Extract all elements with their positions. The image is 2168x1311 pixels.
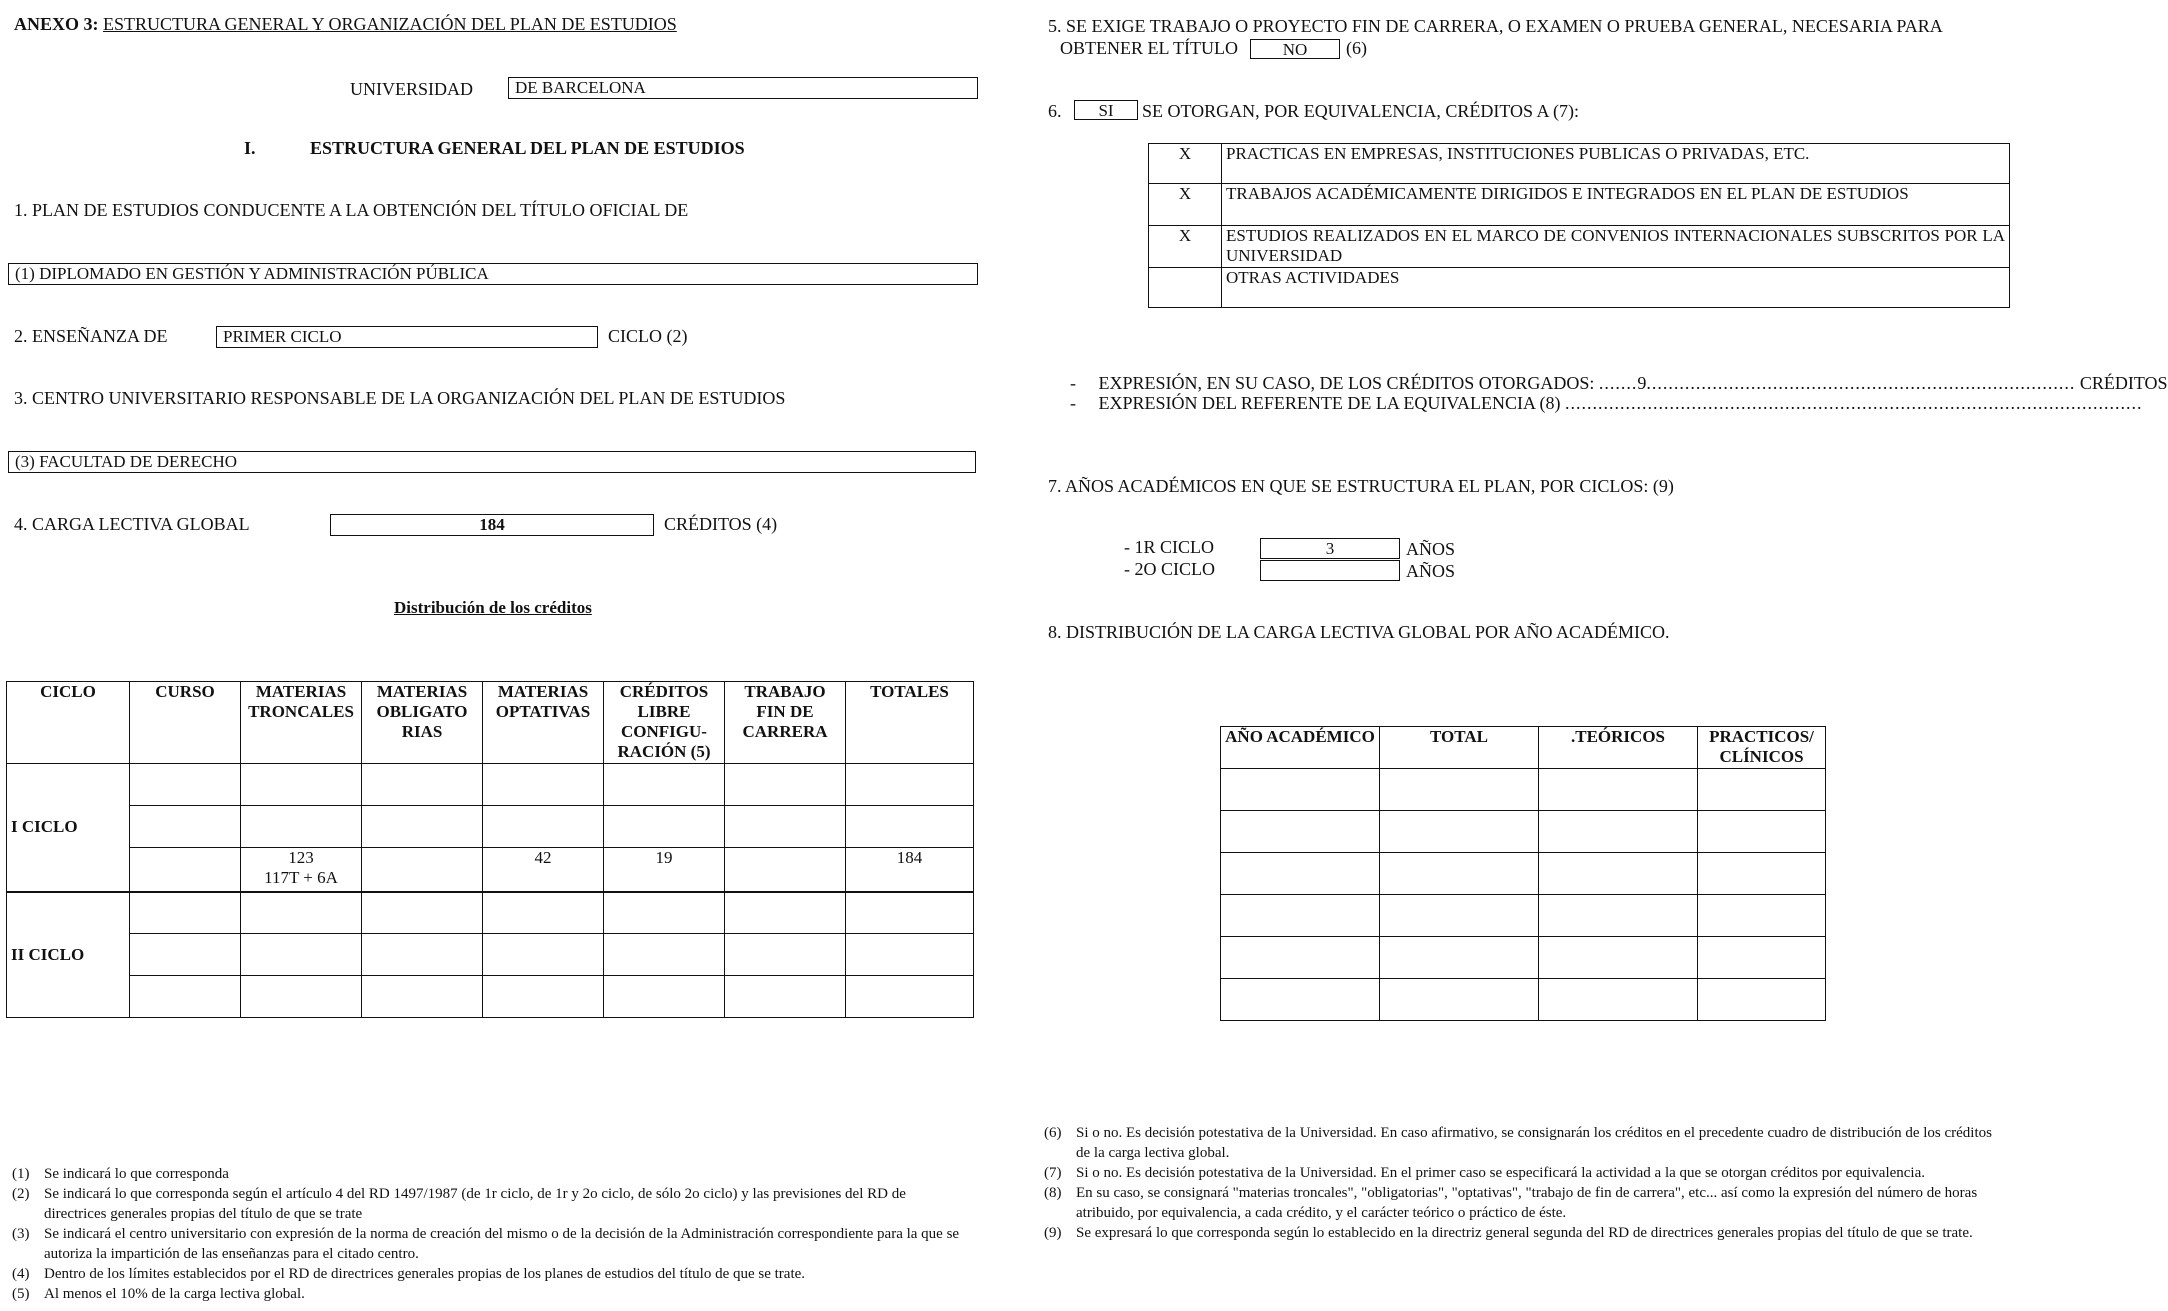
col-trabajo: TRABAJO FIN DE CARRERA [725, 682, 846, 764]
item6-field[interactable]: SI [1074, 100, 1138, 120]
footnote: (5) Al menos el 10% de la carga lectiva global. [12, 1286, 305, 1302]
carga-field[interactable]: 184 [330, 514, 654, 536]
item5-text2: OBTENER EL TÍTULO [1060, 38, 1238, 58]
distribution-title: Distribución de los créditos [394, 598, 592, 617]
expr2-label: EXPRESIÓN DEL REFERENTE DE LA EQUIVALENCIA (8) [1098, 393, 1561, 413]
col-troncales: MATERIAS TRONCALES [241, 682, 362, 764]
ciclo2-years-label: - 2O CICLO [1124, 559, 1215, 579]
table-row [7, 764, 974, 806]
centro-field[interactable]: (3) FACULTAD DE DERECHO [8, 451, 976, 473]
footnote: (9) Se expresará lo que corresponda según lo establecido en la directriz general segunda del RD de directrices generales propias del título de que se trate. [1044, 1225, 1973, 1241]
troncales-detail: 117T + 6A [264, 868, 338, 887]
footnote: (1) Se indicará lo que corresponda [12, 1166, 229, 1182]
table-row [1149, 184, 2010, 226]
ensenanza-field[interactable]: PRIMER CICLO [216, 326, 598, 348]
item3-label: 3. CENTRO UNIVERSITARIO RESPONSABLE DE LA ORGANIZACIÓN DEL PLAN DE ESTUDIOS [14, 388, 786, 408]
item6-num: 6. [1048, 101, 1062, 121]
item1-label: 1. PLAN DE ESTUDIOS CONDUCENTE A LA OBTENCIÓN DEL TÍTULO OFICIAL DE [14, 200, 689, 220]
section-number: I. [244, 138, 256, 158]
footnote: (4) Dentro de los límites establecidos por el RD de directrices generales propias de los planes de estudios del título de que se trate. [12, 1266, 806, 1282]
table-row [1221, 895, 1826, 937]
equivalence-table [1148, 143, 2010, 308]
years-unit-2: AÑOS [1406, 561, 1456, 581]
equiv-text: TRABAJOS ACADÉMICAMENTE DIRIGIDOS E INTEGRADOS EN EL PLAN DE ESTUDIOS [1222, 184, 2010, 226]
anexo-label: ANEXO 3: [14, 14, 99, 34]
troncales-value: 123 [288, 848, 314, 867]
ciclo1-label: I CICLO [7, 764, 130, 892]
footnote: (8) En su caso, se consignará "materias troncales", "obligatorias", "optativas", "trabajo de fin de carrera", etc... así como la expresión del número de horas atribuido, por equivalencia, a cada crédito, y el carácter teórico o práctico de éste. [1044, 1185, 1978, 1221]
expr1-line: - EXPRESIÓN, EN SU CASO, DE LOS CRÉDITOS OTORGADOS: .......9.............................................................................. CRÉDITOS [1070, 373, 2168, 393]
anexo-title: ESTRUCTURA GENERAL Y ORGANIZACIÓN DEL PLAN DE ESTUDIOS [103, 14, 677, 34]
table-row [7, 848, 974, 892]
ciclo1-years-field[interactable]: 3 [1260, 538, 1400, 559]
col-ciclo: CICLO [7, 682, 130, 764]
troncales-cell [241, 848, 362, 892]
table-row [7, 806, 974, 848]
table-row [7, 892, 974, 934]
table-row [1149, 268, 2010, 308]
equiv-text: OTRAS ACTIVIDADES [1222, 268, 2010, 308]
ciclo2-label: II CICLO [7, 892, 130, 1018]
footnote: (6) Si o no. Es decisión potestativa de la Universidad. En caso afirmativo, se consignarán los créditos en el precedente cuadro de distribución de los créditos de la carga lectiva global. [1044, 1125, 1992, 1161]
item4-label: 4. CARGA LECTIVA GLOBAL [14, 514, 250, 534]
item8-text: 8. DISTRIBUCIÓN DE LA CARGA LECTIVA GLOBAL POR AÑO ACADÉMICO. [1048, 622, 1670, 642]
universidad-field[interactable]: DE BARCELONA [508, 77, 978, 99]
year-table [1220, 726, 1826, 1021]
anexo-heading [14, 14, 677, 35]
item6-text: SE OTORGAN, POR EQUIVALENCIA, CRÉDITOS A (7): [1142, 101, 1580, 121]
footnote: (3) Se indicará el centro universitario con expresión de la norma de creación del mismo o de la decisión de la Administración correspondiente para la que se autoriza la impartición de las enseñanzas para el citado centro. [12, 1226, 960, 1262]
table-row [1221, 979, 1826, 1021]
item2-suffix: CICLO (2) [608, 326, 688, 346]
col-practicos: PRACTICOS/ CLÍNICOS [1698, 727, 1826, 769]
optativas-value: 42 [483, 848, 604, 892]
table-row [1149, 144, 2010, 184]
equiv-mark[interactable] [1149, 268, 1222, 308]
item4-suffix: CRÉDITOS (4) [664, 514, 778, 534]
section-title: ESTRUCTURA GENERAL DEL PLAN DE ESTUDIOS [310, 138, 745, 158]
equiv-mark[interactable]: X [1149, 226, 1222, 268]
col-optativas: MATERIAS OPTATIVAS [483, 682, 604, 764]
col-totales: TOTALES [846, 682, 974, 764]
expr1-label: EXPRESIÓN, EN SU CASO, DE LOS CRÉDITOS OTORGADOS: [1098, 373, 1595, 393]
universidad-label: UNIVERSIDAD [350, 79, 473, 99]
footnote: (7) Si o no. Es decisión potestativa de la Universidad. En el primer caso se especificará la actividad a la que se otorgan créditos por equivalencia. [1044, 1165, 1926, 1181]
col-curso: CURSO [130, 682, 241, 764]
titulo-field[interactable]: (1) DIPLOMADO EN GESTIÓN Y ADMINISTRACIÓN PÚBLICA [8, 263, 978, 285]
table-row [7, 976, 974, 1018]
footnotes-left [12, 1164, 972, 1304]
equiv-mark[interactable]: X [1149, 144, 1222, 184]
col-total: TOTAL [1380, 727, 1539, 769]
expr1-value: 9 [1637, 373, 1647, 393]
table-row [1221, 811, 1826, 853]
table-row [1221, 769, 1826, 811]
table-row [7, 934, 974, 976]
col-libre: CRÉDITOS LIBRE CONFIGU-RACIÓN (5) [604, 682, 725, 764]
item5-field[interactable]: NO [1250, 39, 1340, 59]
equiv-text: PRACTICAS EN EMPRESAS, INSTITUCIONES PUBLICAS O PRIVADAS, ETC. [1222, 144, 2010, 184]
col-obligatorias: MATERIAS OBLIGATO RIAS [362, 682, 483, 764]
col-ano: AÑO ACADÉMICO [1221, 727, 1380, 769]
item5-suffix: (6) [1346, 38, 1367, 58]
ciclo2-years-field[interactable] [1260, 560, 1400, 581]
footnotes-right [1044, 1123, 2000, 1243]
years-unit-1: AÑOS [1406, 539, 1456, 559]
libre-value: 19 [604, 848, 725, 892]
expr2-line: - EXPRESIÓN DEL REFERENTE DE LA EQUIVALENCIA (8) ......................................................................................................... [1070, 393, 2143, 413]
expr1-suffix: CRÉDITOS [2079, 373, 2168, 393]
table-row [1149, 226, 2010, 268]
item5-text: 5. SE EXIGE TRABAJO O PROYECTO FIN DE CARRERA, O EXAMEN O PRUEBA GENERAL, NECESARIA PARA [1048, 16, 1943, 36]
ciclo1-years-label: - 1R CICLO [1124, 537, 1214, 557]
equiv-mark[interactable]: X [1149, 184, 1222, 226]
item7-text: 7. AÑOS ACADÉMICOS EN QUE SE ESTRUCTURA EL PLAN, POR CICLOS: (9) [1048, 476, 1674, 496]
equiv-text: ESTUDIOS REALIZADOS EN EL MARCO DE CONVENIOS INTERNACIONALES SUBSCRITOS POR LA UNIVERSIDAD [1222, 226, 2010, 268]
totales-value: 184 [846, 848, 974, 892]
col-teoricos: .TEÓRICOS [1539, 727, 1698, 769]
item2-label: 2. ENSEÑANZA DE [14, 326, 168, 346]
table-row [1221, 937, 1826, 979]
credits-table [6, 681, 974, 1018]
footnote: (2) Se indicará lo que corresponda según el artículo 4 del RD 1497/1987 (de 1r ciclo, de 1r y 2o ciclo, de sólo 2o ciclo) y las previsiones del RD de directrices generales propias del título de que se trate [12, 1186, 906, 1222]
table-row [1221, 853, 1826, 895]
